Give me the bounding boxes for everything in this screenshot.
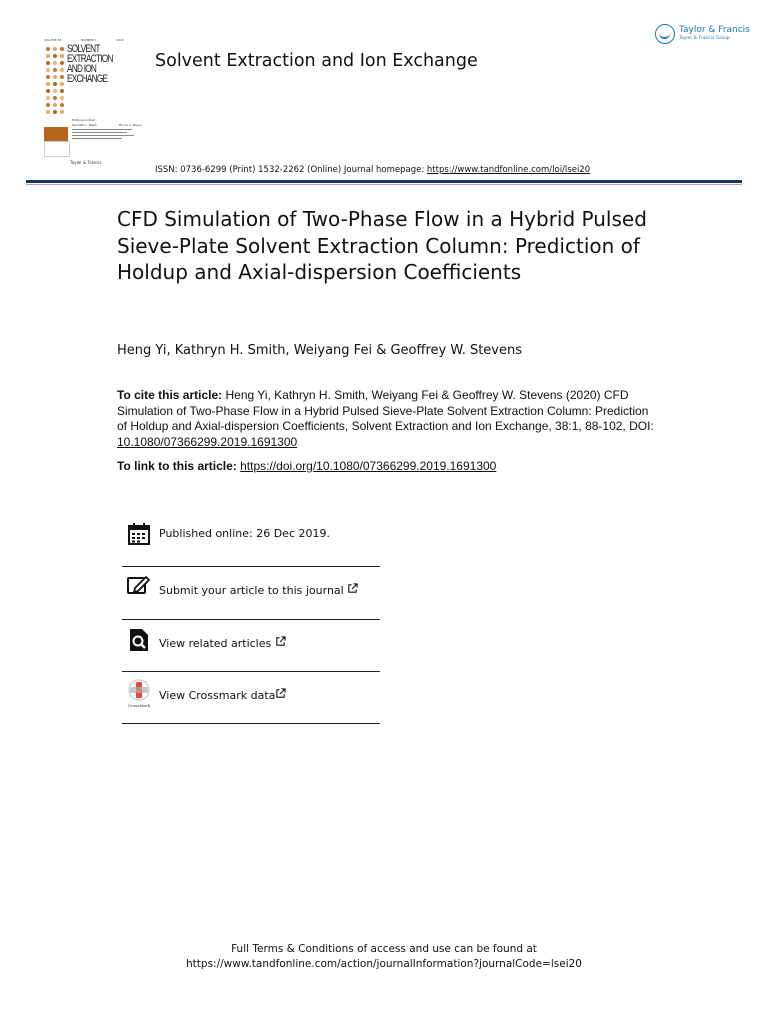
external-link-icon — [275, 636, 286, 647]
cover-volume: VOLUME 38 — [44, 38, 62, 42]
citation-label: To cite this article: — [117, 388, 223, 402]
crossmark-icon — [127, 679, 151, 709]
cover-title-line: SOLVENT — [67, 43, 100, 55]
cover-issue-info — [44, 38, 124, 42]
document-search-icon — [127, 628, 151, 652]
cover-publisher-logo: Taylor & Francis — [70, 160, 102, 165]
cover-title — [67, 44, 123, 84]
issn-text: ISSN: 0736-6299 (Print) 1532-2262 (Online) Journal homepage: — [155, 165, 427, 175]
cover-year: 2020 — [116, 38, 124, 42]
edit-icon — [127, 574, 151, 598]
external-link-icon — [275, 688, 286, 699]
publisher-group: Taylor & Francis Group — [679, 36, 730, 41]
published-online-text: Published online: 26 Dec 2019. — [159, 527, 330, 540]
related-articles-link[interactable] — [159, 636, 286, 650]
cover-contents-lines — [72, 129, 140, 141]
cover-editor: Bruce A. Moyer — [119, 123, 142, 127]
external-link-icon — [347, 583, 358, 594]
footer-terms-link[interactable]: https://www.tandfonline.com/action/journalInformation?journalCode=lsei20 — [186, 958, 582, 970]
cover-color-band — [44, 127, 68, 141]
crossmark-row[interactable] — [122, 673, 380, 725]
citation-doi-link[interactable]: 10.1080/07366299.2019.1691300 — [117, 434, 298, 449]
header-rule-thin — [26, 184, 742, 185]
article-link-block — [117, 459, 677, 475]
cover-white-band — [44, 141, 70, 157]
divider — [122, 671, 380, 672]
cover-dot-pattern — [44, 45, 66, 125]
crossmark-icon-label: CrossMark — [127, 703, 151, 708]
journal-homepage-link[interactable]: https://www.tandfonline.com/loi/lsei20 — [426, 165, 591, 175]
published-online-row — [122, 514, 380, 566]
cover-title-line: EXTRACTION — [67, 53, 113, 65]
submit-article-link[interactable] — [159, 583, 358, 597]
article-doi-link[interactable]: https://doi.org/10.1080/07366299.2019.1691300 — [240, 459, 497, 473]
citation-text: Heng Yi, Kathryn H. Smith, Weiyang Fei & Geoffrey W. Stevens (2020) CFD Simulation of Two-Phase Flow in a Hybrid Pulsed Sieve-Plate Solvent Extraction Column: Prediction of Holdup and Axial-dispersion Coefficients, Solvent Extraction and Ion Exchange, 38:1, 88-102, DOI: — [117, 388, 654, 433]
divider — [122, 723, 380, 724]
divider — [122, 566, 380, 567]
issn-line — [155, 165, 590, 175]
taylor-francis-logo[interactable] — [655, 22, 750, 48]
article-title: CFD Simulation of Two-Phase Flow in a Hybrid Pulsed Sieve-Plate Solvent Extraction Column: Prediction of Holdup and Axial-dispersion Coefficients — [117, 207, 647, 284]
cover-title-line: EXCHANGE — [67, 73, 108, 85]
submit-article-label: Submit your article to this journal — [159, 584, 344, 597]
footer-terms-text: Full Terms & Conditions of access and use can be found at — [231, 943, 537, 955]
cover-title-line: AND ION — [67, 63, 97, 75]
submit-article-row[interactable] — [122, 568, 380, 620]
journal-name[interactable]: Solvent Extraction and Ion Exchange — [155, 51, 478, 71]
cover-editors — [72, 123, 142, 127]
calendar-icon — [127, 522, 151, 546]
crossmark-link[interactable] — [159, 688, 286, 702]
header-rule — [26, 180, 742, 183]
citation-block — [117, 388, 657, 450]
cover-number: NUMBER 1 — [80, 38, 97, 42]
divider — [122, 619, 380, 620]
related-articles-label: View related articles — [159, 637, 272, 650]
publisher-name: Taylor & Francis — [679, 25, 750, 35]
footer — [0, 942, 768, 972]
article-authors: Heng Yi, Kathryn H. Smith, Weiyang Fei & Geoffrey W. Stevens — [117, 343, 523, 358]
cover-editor: Kenneth L. Nash — [72, 123, 97, 127]
journal-cover-thumbnail — [42, 38, 142, 165]
taylor-francis-logo-icon — [655, 24, 675, 44]
related-articles-row[interactable] — [122, 621, 380, 673]
cover-editors-heading: Editors-in-Chief — [72, 118, 96, 122]
crossmark-label: View Crossmark data — [159, 689, 276, 702]
link-label: To link to this article: — [117, 459, 241, 473]
